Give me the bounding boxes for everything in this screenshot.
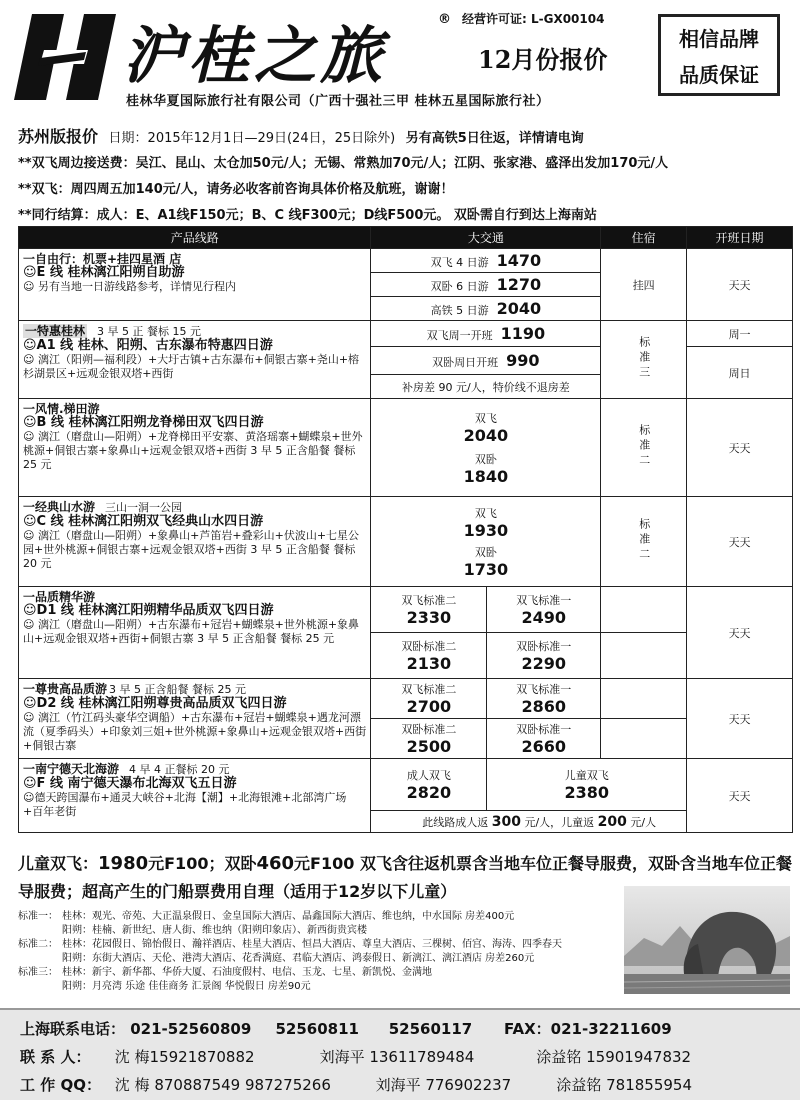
refund-suffix: 元/人 (630, 815, 657, 829)
refund-adult: 300 (491, 813, 521, 830)
phone-number: 52560117 (388, 1020, 473, 1038)
price-value: 2500 (406, 737, 452, 756)
standard-text: 阳朔：月亮湾 乐途 佳佳商务 汇景阁 华悦假日 房差90元 (62, 981, 311, 992)
route-code: ☺C 线 桂林漓江阳朔双飞经典山水四日游 (23, 514, 264, 529)
table-header-row (19, 227, 793, 249)
price-cell (371, 321, 601, 347)
price-value: 2820 (406, 783, 452, 802)
header (0, 0, 800, 118)
route-d2 (19, 679, 371, 759)
price-cell (371, 587, 487, 633)
route-category-wrap (23, 324, 366, 339)
contact-person: 沈 梅15921870882 (114, 1048, 255, 1066)
standard-label: 标准一： (18, 911, 58, 922)
table-row (19, 497, 793, 587)
refund-child: 200 (597, 813, 627, 830)
price-value: 2660 (521, 737, 567, 756)
route-description: ☺ 另有当地一日游线路参考，详情见行程内 (23, 280, 236, 293)
contact-label: 联 系 人： (20, 1048, 91, 1066)
price-label: 双飞 (474, 411, 497, 425)
route-d1 (19, 587, 371, 679)
child-note-part2: 元F100；双卧 (148, 854, 257, 873)
route-description: ☺ 漓江（磨盘山—阳朔）+古东瀑布+冠岩+蝴蝶泉+世外桃源+象鼻山+远观金银双塔+西街+侗银古寨 3 早 5 正含船餐 餐标 25 元 (23, 618, 360, 645)
col-header-transport: 大交通 (371, 227, 601, 249)
standard-label (18, 924, 62, 938)
price-value: 2700 (406, 697, 452, 716)
route-description: ☺ 漓江（阳朔—福利段）+大圩古镇+古东瀑布+侗银古寨+尧山+榕杉湖景区+远观金银双塔+西街 (23, 353, 360, 380)
hotel-label: 标准二 (637, 423, 651, 469)
standard-label: 标准二： (18, 939, 58, 950)
price-cell (371, 679, 487, 719)
route-code: ☺E 线 桂林漓江阳朔自助游 (23, 265, 185, 280)
price-label: 双卧标准一 (516, 640, 572, 653)
price-cell (371, 273, 601, 297)
price-value: 2860 (521, 697, 567, 716)
price-label: 双卧 (474, 545, 497, 559)
price-label: 成人双飞 (406, 769, 451, 782)
route-description: ☺ 漓江（竹江码头豪华空调船）+古东瀑布+冠岩+蝴蝶泉+遇龙河漂流（夏季码头）+印象刘三姐+世外桃源+象鼻山+远观金银双塔+西街+侗银古寨 (23, 711, 367, 752)
hotel-cell (601, 719, 687, 759)
route-description: ☺ 漓江（磨盘山—阳朔）+龙脊梯田平安寨、黄洛瑶寨+蝴蝶泉+世外桃源+侗银古寨+象鼻山+远观金银双塔+西街 3 早 5 正含船餐 餐标 25 元 (23, 430, 363, 471)
hotel-cell (601, 497, 687, 587)
route-code: ☺D2 线 桂林漓江阳朔尊贵高品质双飞四日游 (23, 696, 287, 711)
refund-prefix: 此线路成人返 (422, 815, 489, 829)
refund-mid: 元/人，儿童返 (524, 815, 595, 829)
elephant-trunk-hill-photo (624, 886, 790, 994)
phone-label: 上海联系电话： (20, 1020, 126, 1038)
route-category-wrap (23, 762, 366, 777)
price-cell (371, 347, 601, 375)
price-label: 双卧标准二 (401, 640, 457, 653)
standard-text: 桂林：新宇、新华都、华侨大厦、石油度假村、电信、玉龙、七星、新凯悦、金满地 (62, 967, 432, 978)
route-description: ☺德天跨国瀑布+通灵大峡谷+北海【潮】+北海银滩+北部湾广场+百年老街 (23, 791, 347, 818)
standard-label (18, 980, 62, 994)
route-category: 一品质精华游 (23, 590, 96, 604)
contact-person: 涂益铭 15901947832 (536, 1048, 692, 1066)
info-line (18, 124, 788, 147)
route-category: 一尊贵高品质游 (23, 682, 108, 696)
schedule-cell: 天天 (687, 587, 793, 679)
schedule-cell: 天天 (687, 249, 793, 321)
col-header-route: 产品线路 (19, 227, 371, 249)
price-value: 1730 (463, 559, 509, 579)
price-note: 补房差 90 元/人，特价线不退房差 (371, 375, 601, 399)
route-meal-info: 3 早 5 正 餐标 15 元 (97, 325, 201, 338)
slogan-line-2: 品质保证 (679, 63, 759, 87)
standard-label (18, 952, 62, 966)
standard-text: 阳朔：桂楠、新世纪、唐人街、维也纳（阳朔印象店）、新西街贵宾楼 (62, 925, 367, 936)
route-subtitle: 三山一洞一公园 (105, 501, 183, 514)
route-category-wrap (23, 682, 366, 697)
route-category: 一经典山水游 (23, 500, 96, 514)
price-value: 2490 (521, 608, 567, 627)
col-header-hotel: 住宿 (601, 227, 687, 249)
price-label: 双卧 6 日游 (430, 280, 489, 293)
contact-person: 刘海平 13611789484 (319, 1048, 475, 1066)
registered-mark: ® (438, 12, 451, 27)
table-row (19, 759, 793, 811)
notice-transfer-fee: **双飞周边接送费：吴江、昆山、太仓加50元/人；无锡、常熟加70元/人；江阴、张家港、盛泽出发加170元/人 (18, 156, 669, 171)
footer-contact (0, 1008, 800, 1100)
price-label: 双卧周日开班 (432, 356, 499, 369)
price-value: 2290 (521, 654, 567, 673)
route-code: ☺D1 线 桂林漓江阳朔精华品质双飞四日游 (23, 603, 274, 618)
price-label: 双飞标准二 (401, 594, 457, 607)
qq-number: 刘海平 776902237 (375, 1076, 512, 1094)
schedule-cell: 天天 (687, 399, 793, 497)
child-note-part1: 儿童双飞： (18, 854, 99, 873)
schedule-cell: 周一 (687, 321, 793, 347)
price-value: 1930 (463, 520, 509, 540)
standard-text: 桂林：观光、帝苑、大正温泉假日、金皇国际大酒店、晶鑫国际大酒店、维也纳，中水国际 房差400元 (62, 911, 515, 922)
route-category: 一自由行：机票+挂四星酒 店 (23, 252, 182, 266)
child-note-part3: 元F100 双飞含往返机票含当地车位正餐导服费，双卧含当地车位正餐导服费；超高产生的门船票费用自理（适用于12岁以下儿童） (18, 854, 792, 901)
route-c (19, 497, 371, 587)
list-item (18, 910, 618, 924)
phone-number: 021-52560809 (130, 1020, 252, 1038)
route-b (19, 399, 371, 497)
route-a1 (19, 321, 371, 399)
route-f (19, 759, 371, 833)
slogan-line-1: 相信品牌 (679, 27, 759, 51)
hotel-label: 标准三 (637, 335, 651, 381)
hotel-cell (601, 321, 687, 399)
table-row (19, 399, 793, 497)
route-category: 一特惠桂林 (25, 324, 86, 338)
qq-number: 涂益铭 781855954 (556, 1076, 693, 1094)
price-value: 1270 (496, 275, 542, 294)
price-label: 双卧 (474, 452, 497, 466)
price-value: 2130 (406, 654, 452, 673)
price-cell (371, 399, 601, 497)
hotel-cell: 挂四 (601, 249, 687, 321)
col-header-schedule: 开班日期 (687, 227, 793, 249)
price-cell (487, 719, 601, 759)
price-label: 双飞 4 日游 (430, 256, 489, 269)
list-item (18, 938, 618, 952)
hotel-cell (601, 633, 687, 679)
fax-number: FAX：021-32211609 (503, 1020, 672, 1038)
price-label: 双飞标准二 (401, 683, 457, 696)
list-item (18, 924, 618, 938)
price-cell (371, 759, 487, 811)
license-number: 经营许可证: L-GX00104 (462, 12, 605, 26)
schedule-cell: 天天 (687, 679, 793, 759)
route-table (18, 226, 793, 833)
notice-agent-settlement: **同行结算：成人：E、A1线F150元；B、C 线F300元；D线F500元。 双卧需自行到达上海南站 (18, 208, 597, 223)
hotel-cell (601, 587, 687, 633)
phone-row (20, 1018, 672, 1039)
route-e (19, 249, 371, 321)
table-row (19, 679, 793, 719)
route-code: ☺F 线 南宁德天瀑布北海双飞五日游 (23, 776, 237, 791)
price-value: 1840 (463, 466, 509, 486)
schedule-cell: 天天 (687, 759, 793, 833)
logo-mark-icon (14, 14, 119, 100)
table-row (19, 321, 793, 347)
company-name: 桂林华夏国际旅行社有限公司（广西十强社三甲 桂林五星国际旅行社） (126, 94, 550, 109)
price-label: 双卧标准一 (516, 723, 572, 736)
hotel-cell (601, 399, 687, 497)
price-value: 2330 (406, 608, 452, 627)
month-title: 12月份报价 (478, 45, 608, 74)
schedule-cell: 周日 (687, 347, 793, 399)
price-cell (487, 679, 601, 719)
hotel-cell (601, 679, 687, 719)
hotel-label: 标准二 (637, 517, 651, 563)
price-cell (371, 497, 601, 587)
list-item (18, 980, 618, 994)
price-cell (371, 633, 487, 679)
route-code: ☺B 线 桂林漓江阳朔龙脊梯田双飞四日游 (23, 415, 264, 430)
price-cell (487, 759, 687, 811)
price-label: 高铁 5 日游 (430, 304, 489, 317)
qq-label: 工 作 QQ： (20, 1076, 101, 1094)
price-label: 双飞标准一 (516, 683, 572, 696)
list-item (18, 952, 618, 966)
standard-text: 阳朔：东街大酒店、天伦、港湾大酒店、花香满庭、君临大酒店、鸿泰假日、新漓江、漓江酒店 房差260元 (62, 953, 535, 964)
price-value: 1470 (496, 251, 542, 270)
price-value: 2040 (463, 425, 509, 445)
child-flight-price: 1980 (98, 853, 149, 874)
price-cell (371, 719, 487, 759)
schedule-cell: 天天 (687, 497, 793, 587)
hotel-standards (18, 910, 618, 994)
price-label: 双飞 (474, 506, 497, 520)
route-meal-info: 3 早 5 正含船餐 餐标 25 元 (109, 683, 246, 696)
price-cell (371, 249, 601, 273)
notice-weekday-surcharge: **双飞：周四周五加140元/人，请务必收客前咨询具体价格及航班，谢谢！ (18, 182, 454, 197)
price-cell (487, 587, 601, 633)
standard-text: 桂林：花园假日、锦怡假日、瀚祥酒店、桂星大酒店、恒昌大酒店、尊皇大酒店、三棵树、佰宫、海涛、四季春天 (62, 939, 562, 950)
standard-label: 标准三： (18, 967, 58, 978)
date-range: 日期：2015年12月1日—29日(24日，25日除外) (108, 131, 396, 146)
phone-number: 52560811 (275, 1020, 359, 1038)
price-label: 儿童双飞 (564, 769, 609, 782)
table-row (19, 249, 793, 273)
brand-name: 沪桂之旅 (122, 19, 387, 92)
contact-row (20, 1046, 691, 1067)
table-row (19, 587, 793, 633)
slogan-box (658, 14, 780, 96)
route-meal-info: 4 早 4 正餐标 20 元 (129, 763, 230, 776)
price-label: 双飞标准一 (516, 594, 572, 607)
qq-number: 沈 梅 870887549 987275266 (114, 1076, 331, 1094)
rail-note: 另有高铁5日往返，详情请电询 (405, 131, 584, 146)
route-code: ☺A1 线 桂林、阳朔、古东瀑布特惠四日游 (23, 338, 273, 353)
route-description: ☺ 漓江（磨盘山—阳朔）+象鼻山+芦笛岩+叠彩山+伏波山+七星公园+世外桃源+侗银古寨+远观金银双塔+西街 3 早 5 正含船餐 餐标 20 元 (23, 529, 360, 570)
route-category: 一南宁德天北海游 (23, 762, 120, 776)
price-label: 双飞周一开班 (426, 329, 493, 342)
qq-row (20, 1074, 692, 1095)
list-item (18, 966, 618, 980)
refund-note (371, 811, 687, 833)
child-train-price: 460 (256, 853, 295, 874)
price-value: 1190 (500, 324, 546, 343)
edition-label: 苏州版报价 (18, 127, 99, 146)
price-label: 双卧标准二 (401, 723, 457, 736)
price-value: 2380 (564, 783, 609, 802)
price-value: 990 (506, 351, 540, 370)
route-category-wrap (23, 500, 366, 515)
price-value: 2040 (496, 299, 542, 318)
price-cell (487, 633, 601, 679)
route-category: 一风情.梯田游 (23, 402, 100, 416)
price-cell (371, 297, 601, 321)
